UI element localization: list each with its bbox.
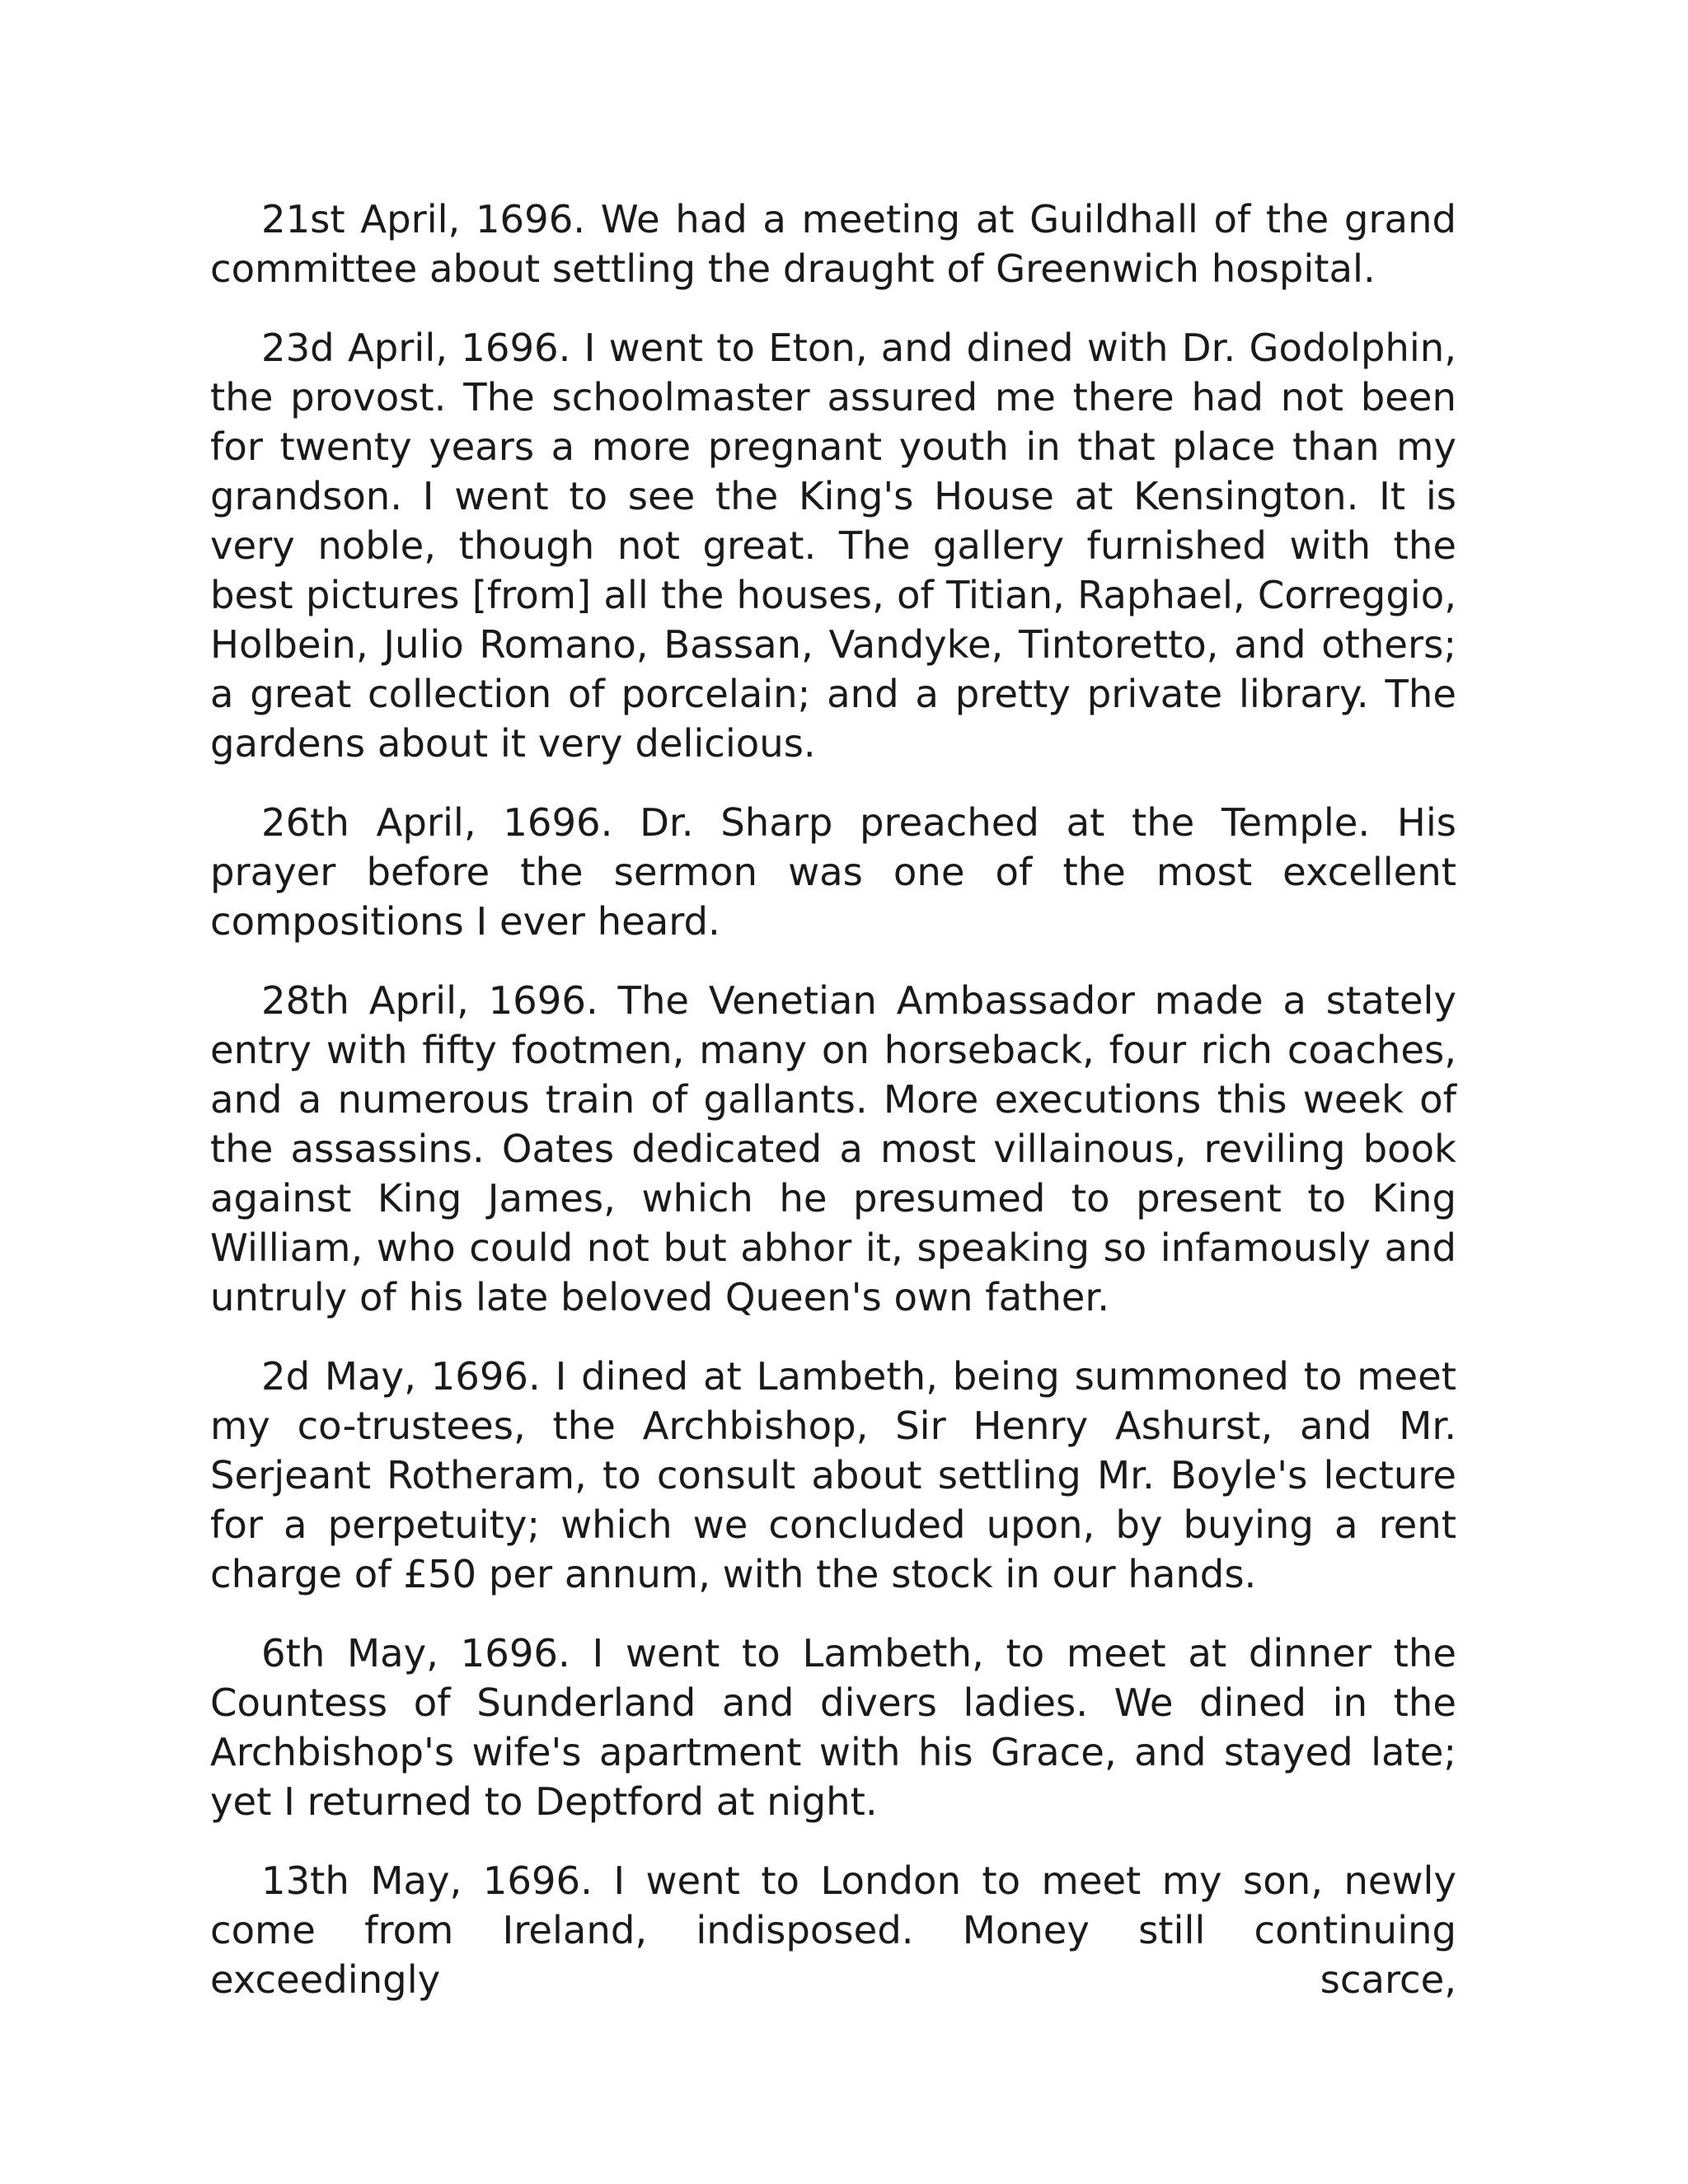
diary-entry-23-april: 23d April, 1696. I went to Eton, and dined with Dr. Godolphin, the provost. The schoolmaster assured me there had not been for twenty years a more pregnant youth in that place than my grandson. I went to see the King's House at Kensington. It is very noble, though not great. The gallery furnished with the best pictures [from] all the houses, of Titian, Raphael, Correggio, Holbein, Julio Romano, Bassan, Vandyke, Tintoretto, and others; a great collection of porcelain; and a pretty private library. The gardens about it very delicious.	[210, 326, 1456, 766]
diary-entry-28-april: 28th April, 1696. The Venetian Ambassador made a stately entry with fifty footmen, many on horseback, four rich coaches, and a numerous train of gallants. More executions this week of the assassins. Oates dedicated a most villainous, reviling book against King James, which he presumed to present to King William, who could not but abhor it, speaking so infamously and untruly of his late beloved Queen's own father.	[210, 978, 1456, 1319]
diary-entry-13-may: 13th May, 1696. I went to London to meet my son, newly come from Ireland, indisposed. Money still continuing exceedingly scarce,	[210, 1858, 1456, 2002]
diary-entry-26-april: 26th April, 1696. Dr. Sharp preached at the Temple. His prayer before the sermon was one of the most excellent compositions I ever heard.	[210, 800, 1456, 944]
diary-entry-21-april: 21st April, 1696. We had a meeting at Guildhall of the grand committee about settling the draught of Greenwich hospital.	[210, 197, 1456, 291]
diary-entry-2-may: 2d May, 1696. I dined at Lambeth, being summoned to meet my co-trustees, the Archbishop, Sir Henry Ashurst, and Mr. Serjeant Rotheram, to consult about settling Mr. Boyle's lecture for a perpetuity; which we concluded upon, by buying a rent charge of £50 per annum, with the stock in our hands.	[210, 1354, 1456, 1596]
document-page	[210, 194, 1456, 2034]
diary-entry-6-may: 6th May, 1696. I went to Lambeth, to meet at dinner the Countess of Sunderland and divers ladies. We dined in the Archbishop's wife's apartment with his Grace, and stayed late; yet I returned to Deptford at night.	[210, 1631, 1456, 1824]
